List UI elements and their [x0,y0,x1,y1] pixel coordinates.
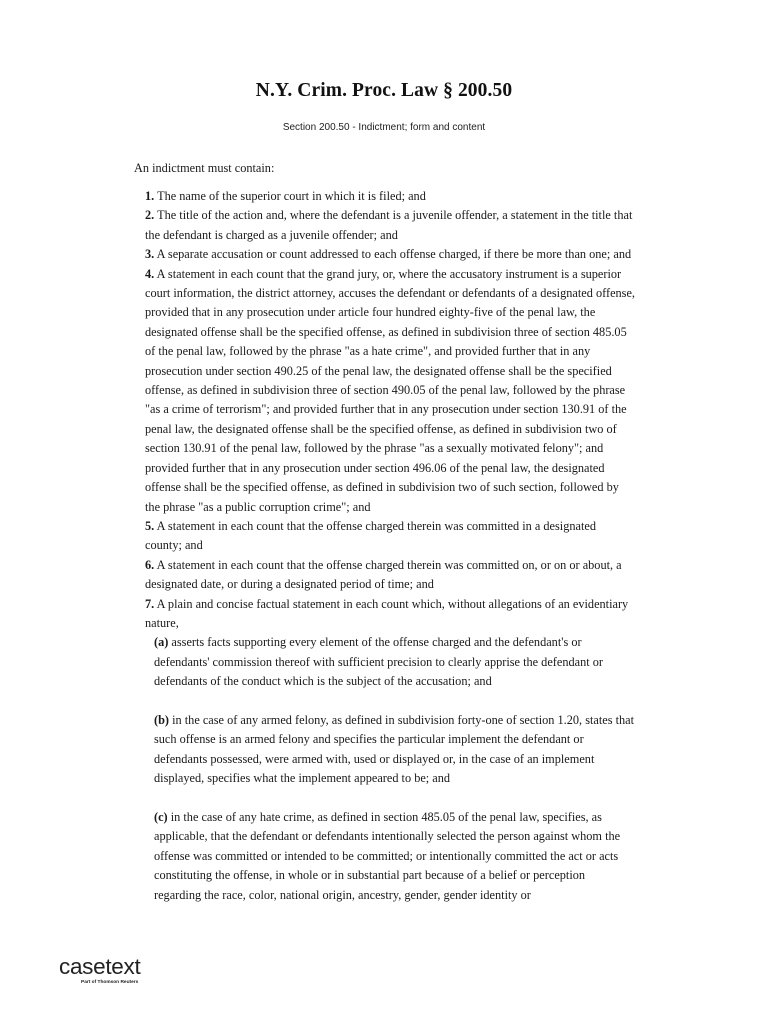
casetext-logo [59,955,140,985]
logo-wordmark: casetext [59,954,141,979]
logo-tagline: Part of Thomson Reuters [81,980,139,985]
sub-item-text: asserts facts supporting every element of the offense charged and the defendant's or defendants' commission thereof with sufficient precision to clearly apprise the defendant or defendants of the conduct which is the subject of the accusation; and [154,635,603,689]
item-text: The title of the action and, where the defendant is a juvenile offender, a statement in the title that the defendant is charged as a juvenile offender; and [145,208,633,242]
intro-text: An indictment must contain: [134,161,275,175]
sub-item-text: in the case of any hate crime, as defined in section 485.05 of the penal law, specifies, as applicable, that the defendant or defendants intentionally selected the person against whom the offense was committed or intended to be committed; or intentionally committed the act or acts constituting the offense, in whole or in substantial part because of a belief or perception regarding the race, color, national origin, ancestry, gender, gender identity or [154,809,621,902]
item-number: 4. [145,266,155,281]
item-text: A plain and concise factual statement in each count which, without allegations of an evidentiary nature, [145,596,629,630]
sub-item-text: in the case of any armed felony, as defined in subdivision forty-one of section 1.20, states that such offense is an armed felony and specifies the particular implement the defendant or defendants possessed, were armed with, used or displayed or, in the case of an implement displayed, specifies what the implement appeared to be; and [154,712,635,786]
list-item [145,187,635,206]
item-text: The name of the superior court in which it is filed; and [157,189,426,203]
sub-item-label: (c) [154,809,168,824]
item-number: 7. [145,596,155,611]
list-item [145,556,635,595]
item-number: 6. [145,557,155,572]
list-item [145,595,635,634]
list-item [145,245,635,264]
item-text: A separate accusation or count addressed to each offense charged, if there be more than one; and [156,247,632,262]
list-item [145,265,635,517]
section-subtitle: Section 200.50 - Indictment; form and content [282,122,486,133]
sub-item [154,808,635,905]
item-number: 2. [145,208,155,223]
sub-item [154,633,635,691]
item-number: 3. [145,247,155,262]
item-text: A statement in each count that the offense charged therein was committed on, or on or about, a designated date, or during a designated period of time; and [145,557,622,592]
page-title: N.Y. Crim. Proc. Law § 200.50 [255,80,513,101]
item-text: A statement in each count that the grand jury, or, where the accusatory instrument is a superior court information, the district attorney, accuses the defendant or defendants of a designated offense, provided that in any prosecution under article four hundred eighty-five of the penal law, the designated offense shall be the specified offense, as defined in subdivision three of section 485.05 of the penal law, followed by the phrase "as a hate crime", and provided further that in any prosecution under section 490.25 of the penal law, the designated offense shall be the specified offense, as defined in subdivision three of section 490.05 of the penal law, followed by the phrase "as a crime of terrorism"; and provided further that in any prosecution under section 130.91 of the penal law, the designated offense shall be the specified offense, as defined in subdivision two of section 130.91 of the penal law, followed by the phrase "as a sexually motivated felony"; and provided further that in any prosecution under section 496.06 of the penal law, the designated offense shall be the specified offense, as defined in subdivision two of such section, followed by the phrase "as a public corruption crime"; and [145,266,635,514]
item-number: 5. [145,518,155,533]
sub-item-label: (a) [154,635,169,650]
sub-item [154,711,635,789]
list-item [145,517,635,556]
sub-item-label: (b) [154,712,170,727]
item-text: A statement in each count that the offense charged therein was committed in a designated county; and [145,518,596,553]
item-number: 1. [145,189,155,203]
provision-list [145,187,635,917]
list-item [145,206,635,245]
